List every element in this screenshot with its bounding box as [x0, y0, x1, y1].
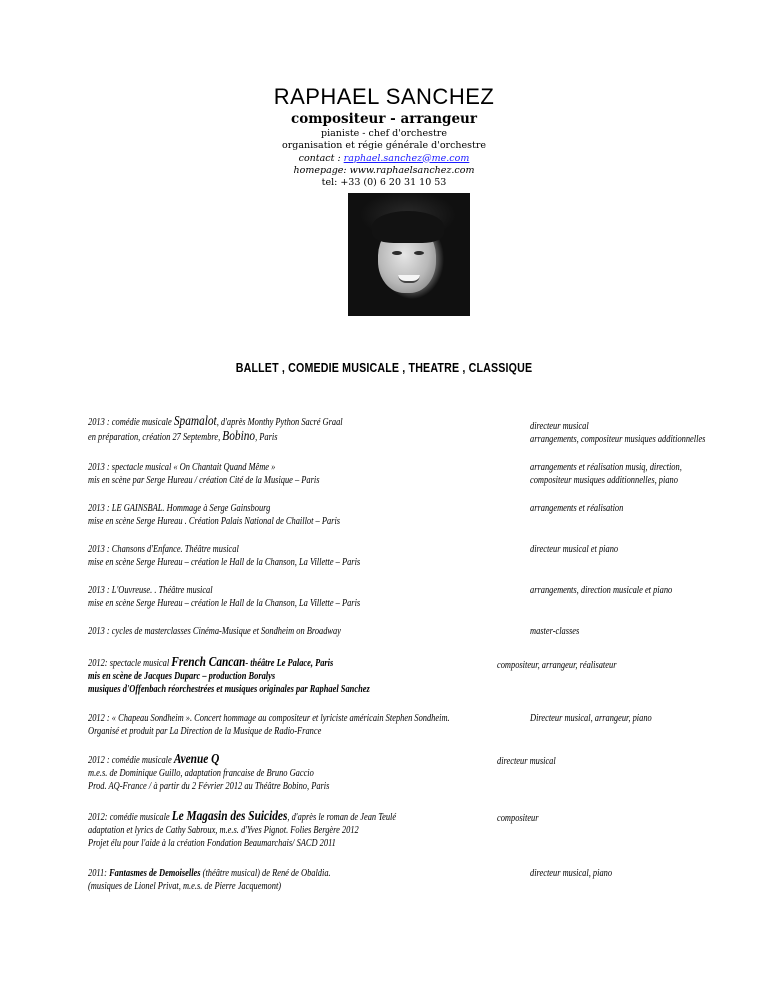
- entry-text: 2012: comédie musicale: [88, 812, 172, 823]
- entry-role: Directeur musical, arrangeur, piano: [530, 713, 652, 724]
- homepage-line: homepage: www.raphaelsanchez.com: [293, 164, 475, 176]
- entry-text: 2013 : L'Ouvreuse. . Théâtre musical: [88, 585, 213, 596]
- entry-text: mise en scène Serge Hureau – création le Hall de la Chanson, La Villette – Paris: [88, 557, 361, 568]
- section-title: BALLET , COMEDIE MUSICALE , THEATRE , CLASSIQUE: [235, 360, 533, 375]
- entry-text: (théâtre musical) de René de Obaldia.: [200, 868, 331, 879]
- portrait-photo: [348, 193, 470, 316]
- entry-on-chantait: [88, 461, 728, 502]
- entries-list: [88, 414, 728, 897]
- entry-text: 2011:: [88, 868, 110, 879]
- entry-role: arrangements et réalisation musiq, direction,: [530, 462, 682, 473]
- entry-text: musiques d'Offenbach réorchestrées et musiques originales par Raphael Sanchez: [88, 684, 370, 695]
- line-organisation: organisation et régie générale d'orchestre: [282, 140, 486, 152]
- entry-text: mise en scène Serge Hureau . Création Palais National de Chaillot – Paris: [88, 516, 341, 527]
- entry-role: arrangements, compositeur musiques additionnelles: [530, 434, 706, 445]
- entry-chapeau-sondheim: [88, 712, 728, 752]
- entry-text: 2012: spectacle musical: [88, 658, 172, 669]
- entry-text: Projet élu pour l'aide à la création Fondation Beaumarchais/ SACD 2011: [88, 838, 336, 849]
- entry-fantasmes-de-demoiselles: [88, 867, 728, 897]
- entry-role: arrangements et réalisation: [530, 503, 624, 514]
- portrait-eye-right: [414, 251, 424, 255]
- entry-show-title: Fantasmes de Demoiselles: [109, 868, 201, 879]
- entry-text: mise en scène Serge Hureau – création le Hall de la Chanson, La Villette – Paris: [88, 598, 361, 609]
- entry-text: Organisé et produit par La Direction de la Musique de Radio-France: [88, 726, 322, 737]
- entry-text: , d'après le roman de Jean Teulé: [287, 812, 397, 823]
- entry-venue: Bobino: [222, 428, 256, 443]
- entry-show-title: French Cancan: [171, 654, 246, 669]
- entry-magasin-des-suicides: [88, 809, 728, 867]
- entry-role: directeur musical et piano: [530, 544, 619, 555]
- entry-text: 2013 : spectacle musical « On Chantait Quand Même »: [88, 462, 276, 473]
- telephone-line: tel: +33 (0) 6 20 31 10 53: [321, 177, 447, 189]
- entry-chansons-enfance: [88, 543, 728, 584]
- portrait-eye-left: [392, 251, 402, 255]
- entry-role: compositeur: [497, 813, 539, 824]
- entry-text: adaptation et lyrics de Cathy Sabroux, m.e.s. d'Yves Pignot. Folies Bergère 2012: [88, 825, 359, 836]
- contact-label: contact :: [298, 152, 344, 164]
- entry-show-title: Spamalot: [173, 413, 217, 428]
- entry-spamalot: [88, 414, 728, 461]
- entry-text: 2012 : comédie musicale: [88, 755, 174, 766]
- entry-text: 2013 : comédie musicale: [88, 417, 174, 428]
- entry-role: compositeur, arrangeur, réalisateur: [497, 660, 617, 671]
- entry-text: , Paris: [255, 432, 278, 443]
- entry-text: 2013 : Chansons d'Enfance. Théâtre musical: [88, 544, 239, 555]
- entry-french-cancan: [88, 655, 728, 712]
- entry-text: Prod. AQ-France / à partir du 2 Février 2012 au Théâtre Bobino, Paris: [88, 781, 330, 792]
- page-title: RAPHAEL SANCHEZ: [273, 84, 495, 109]
- entry-text: (musiques de Lionel Privat, m.e.s. de Pierre Jacquemont): [88, 881, 282, 892]
- entry-role: arrangements, direction musicale et piano: [530, 585, 673, 596]
- entry-ouvreuse: [88, 584, 728, 625]
- entry-text: en préparation, création 27 Septembre,: [88, 432, 223, 443]
- entry-role: directeur musical: [497, 756, 556, 767]
- entry-avenue-q: [88, 752, 728, 809]
- entry-show-title: Le Magasin des Suicides: [171, 808, 288, 823]
- entry-text: mis en scène par Serge Hureau / création Cité de la Musique – Paris: [88, 475, 320, 486]
- subtitle-role: compositeur - arrangeur: [291, 111, 477, 127]
- entry-venue: - théâtre Le Palace, Paris: [245, 658, 334, 669]
- portrait-hair: [372, 211, 444, 243]
- contact-email-link[interactable]: raphael.sanchez@me.com: [343, 152, 470, 164]
- entry-text: m.e.s. de Dominique Guillo, adaptation francaise de Bruno Gaccio: [88, 768, 314, 779]
- entry-show-title: Avenue Q: [173, 751, 220, 766]
- line-pianist: pianiste - chef d'orchestre: [321, 128, 447, 139]
- entry-text: 2012 : « Chapeau Sondheim ». Concert hommage au compositeur et lyriciste américain Stephen Sondheim.: [88, 713, 450, 724]
- entry-masterclasses: [88, 625, 728, 655]
- entry-text: 2013 : cycles de masterclasses Cinéma-Musique et Sondheim on Broadway: [88, 626, 341, 637]
- entry-gainsbal: [88, 502, 728, 543]
- contact-line: [0, 153, 768, 165]
- entry-role: directeur musical: [530, 421, 589, 432]
- entry-role: master-classes: [530, 626, 580, 637]
- entry-text: , d'après Monthy Python Sacré Graal: [216, 417, 343, 428]
- entry-text: 2013 : LE GAINSBAL. Hommage à Serge Gainsbourg: [88, 503, 271, 514]
- header: [0, 84, 768, 189]
- entry-role: directeur musical, piano: [530, 868, 613, 879]
- entry-text: mis en scène de Jacques Duparc – production Boralys: [88, 671, 276, 682]
- entry-role: compositeur musiques additionnelles, piano: [530, 475, 678, 486]
